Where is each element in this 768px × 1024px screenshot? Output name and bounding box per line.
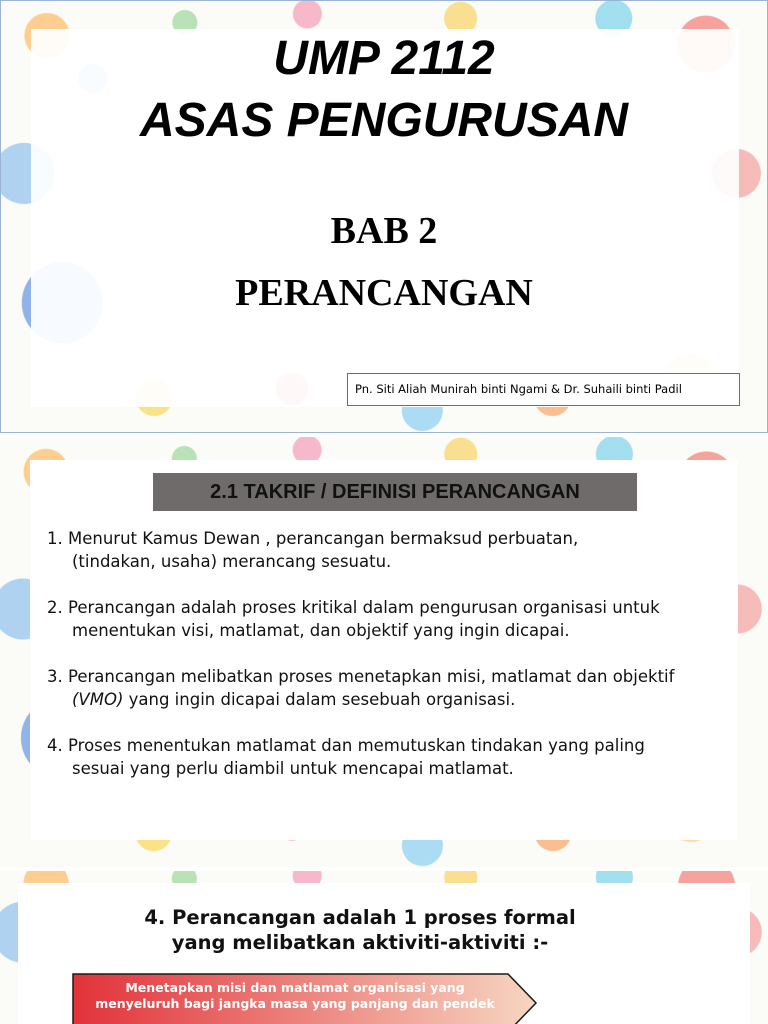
list-item-line2: sesuai yang perlu diambil untuk mencapai matlamat. xyxy=(72,759,514,778)
arrow-text: Menetapkan misi dan matlamat organisasi yang menyeluruh bagi jangka masa yang panjang dan pendek xyxy=(95,980,495,1011)
list-item-line2: (tindakan, usaha) merancang sesuatu. xyxy=(72,552,392,571)
section-header: 2.1 TAKRIF / DEFINISI PERANCANGAN xyxy=(153,473,637,511)
list-item-line2: menentukan visi, matlamat, dan objektif yang ingin dicapai. xyxy=(72,621,570,640)
list-item-line2-wrapper xyxy=(47,688,727,711)
definition-slide xyxy=(0,437,768,867)
activities-slide xyxy=(0,871,768,1024)
list-item-line1: 2. Perancangan adalah proses kritikal dalam pengurusan organisasi untuk xyxy=(47,598,660,617)
title-slide xyxy=(0,0,768,433)
vmo-abbreviation: (VMO) xyxy=(72,690,124,709)
chapter-topic: PERANCANGAN xyxy=(235,272,533,314)
list-item-line2: yang ingin dicapai dalam sesebuah organisasi. xyxy=(123,690,516,709)
list-item xyxy=(47,734,727,780)
course-code: UMP 2112 xyxy=(273,32,495,85)
author-box: Pn. Siti Aliah Munirah binti Ngami & Dr. Suhaili binti Padil xyxy=(347,373,740,406)
list-item-line1: 1. Menurut Kamus Dewan , perancangan bermaksud perbuatan, xyxy=(47,529,579,548)
definition-list xyxy=(47,527,727,803)
chapter-label: BAB 2 xyxy=(330,210,438,252)
list-item-line1: 3. Perancangan melibatkan proses menetapkan misi, matlamat dan objektif xyxy=(47,667,675,686)
list-item xyxy=(47,596,727,642)
list-item-line1: 4. Proses menentukan matlamat dan memutuskan tindakan yang paling xyxy=(47,736,645,755)
slide-heading: 4. Perancangan adalah 1 proses formal yang melibatkan aktiviti-aktiviti :- xyxy=(144,906,576,954)
list-item xyxy=(47,665,727,711)
course-title: ASAS PENGURUSAN xyxy=(139,94,629,147)
list-item xyxy=(47,527,727,573)
